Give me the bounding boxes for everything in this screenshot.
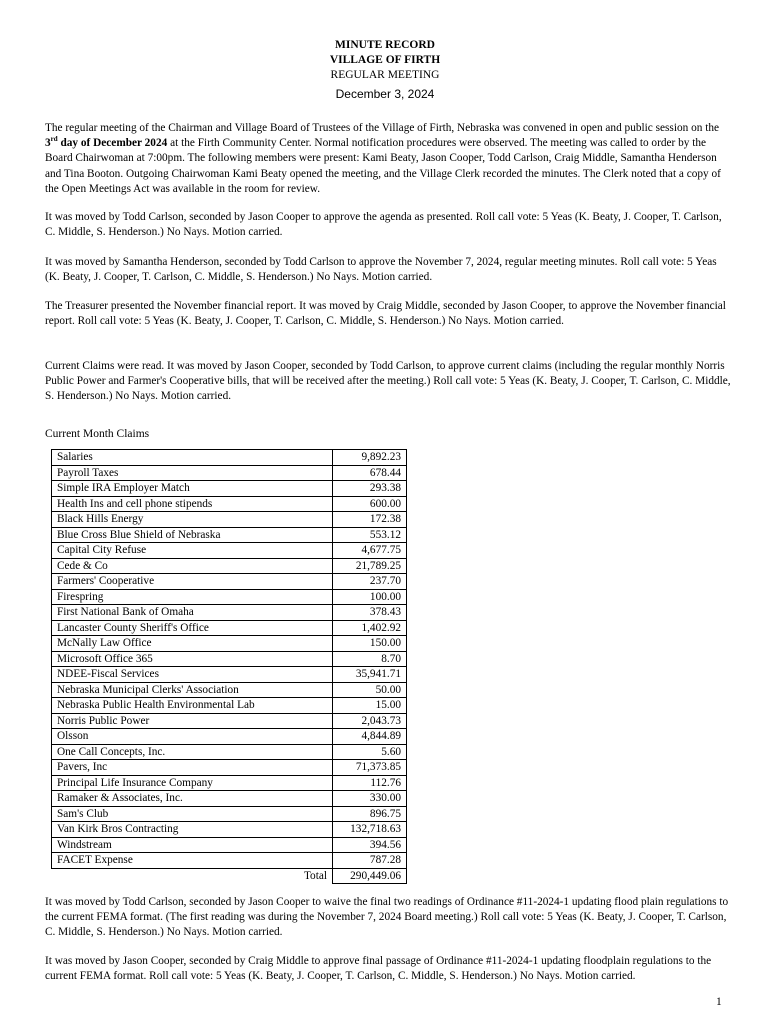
- table-row: [52, 651, 407, 667]
- claim-payee: Farmers' Cooperative: [52, 574, 333, 590]
- table-row: [52, 760, 407, 776]
- claim-payee: One Call Concepts, Inc.: [52, 744, 333, 760]
- claim-payee: Principal Life Insurance Company: [52, 775, 333, 791]
- claim-payee: Van Kirk Bros Contracting: [52, 822, 333, 838]
- table-row: [52, 589, 407, 605]
- claim-payee: McNally Law Office: [52, 636, 333, 652]
- paragraph-financial: The Treasurer presented the November financial report. It was moved by Craig Middle, seconded by Jason Cooper, to approve the November financial report. Roll call vote: 5 Yeas (K. Beaty, J. Cooper, T. Carlson, C. Middle, S. Henderson.) No Nays. Motion carried.: [45, 300, 726, 328]
- table-row: [52, 450, 407, 466]
- table-row: [52, 791, 407, 807]
- claim-amount: 112.76: [333, 775, 407, 791]
- claim-payee: NDEE-Fiscal Services: [52, 667, 333, 683]
- claim-amount: 100.00: [333, 589, 407, 605]
- table-row: [52, 744, 407, 760]
- paragraph-minutes: It was moved by Samantha Henderson, seconded by Todd Carlson to approve the November 7, 2024, regular meeting minutes. Roll call vote: 5 Yeas (K. Beaty, J. Cooper, T. Carlson, C. Middle, S. Henderson.) No Nays. Motion carried.: [45, 256, 717, 284]
- claim-payee: First National Bank of Omaha: [52, 605, 333, 621]
- claim-amount: 2,043.73: [333, 713, 407, 729]
- meeting-date: December 3, 2024: [335, 87, 435, 101]
- meeting-type: REGULAR MEETING: [330, 69, 440, 81]
- table-row: [52, 822, 407, 838]
- claim-payee: Sam's Club: [52, 806, 333, 822]
- table-row: [52, 853, 407, 869]
- claim-amount: 678.44: [333, 465, 407, 481]
- table-row: [52, 574, 407, 590]
- claim-payee: Pavers, Inc: [52, 760, 333, 776]
- claim-payee: Black Hills Energy: [52, 512, 333, 528]
- claim-amount: 378.43: [333, 605, 407, 621]
- table-row: [52, 667, 407, 683]
- total-amount: 290,449.06: [333, 868, 407, 884]
- claim-amount: 787.28: [333, 853, 407, 869]
- claim-amount: 600.00: [333, 496, 407, 512]
- claim-amount: 293.38: [333, 481, 407, 497]
- claim-amount: 8.70: [333, 651, 407, 667]
- claim-amount: 35,941.71: [333, 667, 407, 683]
- claim-payee: Nebraska Public Health Environmental Lab: [52, 698, 333, 714]
- table-row: [52, 729, 407, 745]
- claim-amount: 237.70: [333, 574, 407, 590]
- doc-title: MINUTE RECORD: [335, 39, 435, 51]
- table-row: [52, 698, 407, 714]
- table-row: [52, 713, 407, 729]
- claim-payee: Olsson: [52, 729, 333, 745]
- page-number: 1: [716, 996, 722, 1008]
- table-row: [52, 806, 407, 822]
- claim-amount: 4,677.75: [333, 543, 407, 559]
- claim-payee: Simple IRA Employer Match: [52, 481, 333, 497]
- claim-payee: Capital City Refuse: [52, 543, 333, 559]
- claim-amount: 71,373.85: [333, 760, 407, 776]
- claim-payee: Microsoft Office 365: [52, 651, 333, 667]
- claim-payee: Health Ins and cell phone stipends: [52, 496, 333, 512]
- paragraph-agenda: It was moved by Todd Carlson, seconded by Jason Cooper to approve the agenda as presented. Roll call vote: 5 Yeas (K. Beaty, J. Cooper, T. Carlson, C. Middle, S. Henderson.) No Nays. Motion carried.: [45, 211, 722, 239]
- claim-payee: Cede & Co: [52, 558, 333, 574]
- claim-amount: 5.60: [333, 744, 407, 760]
- table-row: [52, 837, 407, 853]
- claim-amount: 394.56: [333, 837, 407, 853]
- claim-payee: Lancaster County Sheriff's Office: [52, 620, 333, 636]
- paragraph-opening: The regular meeting of the Chairman and Village Board of Trustees of the Village of Firth, Nebraska was convened in open and public session on the 3rd day of December 2024 at the Firth Community Center. Normal notification procedures were observed. The meeting was called to order by the Board Chairwoman at 7:00pm. The following members were present: Kami Beaty, Jason Cooper, Todd Carlson, Craig Middle, Samantha Henderson and Tina Booton. Outgoing Chairwoman Kami Beaty opened the meeting, and the Village Clerk recorded the minutes. The Clerk noted that a copy of the Open Meetings Act was available in the room for review.: [45, 122, 721, 195]
- village-name: VILLAGE OF FIRTH: [329, 54, 441, 66]
- claim-payee: Norris Public Power: [52, 713, 333, 729]
- table-row: [52, 496, 407, 512]
- claims-title: Current Month Claims: [45, 428, 150, 440]
- table-row: [52, 512, 407, 528]
- claim-payee: Payroll Taxes: [52, 465, 333, 481]
- claim-amount: 132,718.63: [333, 822, 407, 838]
- table-row: [52, 558, 407, 574]
- table-row: [52, 620, 407, 636]
- claim-payee: Salaries: [52, 450, 333, 466]
- claim-payee: Nebraska Municipal Clerks' Association: [52, 682, 333, 698]
- claim-amount: 21,789.25: [333, 558, 407, 574]
- claim-payee: Ramaker & Associates, Inc.: [52, 791, 333, 807]
- claim-payee: FACET Expense: [52, 853, 333, 869]
- paragraph-claims: Current Claims were read. It was moved by Jason Cooper, seconded by Todd Carlson, to approve current claims (including the regular monthly Norris Public Power and Farmer's Cooperative bills, that will be received after the meeting.) Roll call vote: 5 Yeas (K. Beaty, J. Cooper, T. Carlson, C. Middle, S. Henderson.) No Nays. Motion carried.: [45, 360, 731, 403]
- claim-amount: 15.00: [333, 698, 407, 714]
- claim-amount: 896.75: [333, 806, 407, 822]
- claim-amount: 150.00: [333, 636, 407, 652]
- claim-payee: Blue Cross Blue Shield of Nebraska: [52, 527, 333, 543]
- paragraph-ordinance-waive: It was moved by Todd Carlson, seconded by Jason Cooper to waive the final two readings of Ordinance #11-2024-1 updating flood plain regulations to the current FEMA format. (The first reading was during the November 7, 2024 Board meeting.) Roll call vote: 5 Yeas (K. Beaty, J. Cooper, T. Carlson, C. Middle, S. Henderson.) No Nays. Motion carried.: [45, 896, 729, 939]
- claims-table: [51, 449, 407, 884]
- total-label: Total: [303, 870, 327, 882]
- table-row: [52, 527, 407, 543]
- claim-amount: 553.12: [333, 527, 407, 543]
- total-row: [52, 868, 407, 884]
- table-row: [52, 605, 407, 621]
- table-row: [52, 775, 407, 791]
- table-row: [52, 465, 407, 481]
- claim-payee: Windstream: [52, 837, 333, 853]
- table-row: [52, 636, 407, 652]
- claim-payee: Firespring: [52, 589, 333, 605]
- table-row: [52, 682, 407, 698]
- claim-amount: 330.00: [333, 791, 407, 807]
- claim-amount: 1,402.92: [333, 620, 407, 636]
- claim-amount: 4,844.89: [333, 729, 407, 745]
- table-row: [52, 543, 407, 559]
- table-row: [52, 481, 407, 497]
- claim-amount: 172.38: [333, 512, 407, 528]
- claim-amount: 9,892.23: [333, 450, 407, 466]
- paragraph-ordinance-pass: It was moved by Jason Cooper, seconded by Craig Middle to approve final passage of Ordinance #11-2024-1 updating floodplain regulations to the current FEMA format. Roll call vote: 5 Yeas (K. Beaty, J. Cooper, T. Carlson, C. Middle, S. Henderson.) No Nays. Motion carried.: [45, 955, 712, 983]
- claim-amount: 50.00: [333, 682, 407, 698]
